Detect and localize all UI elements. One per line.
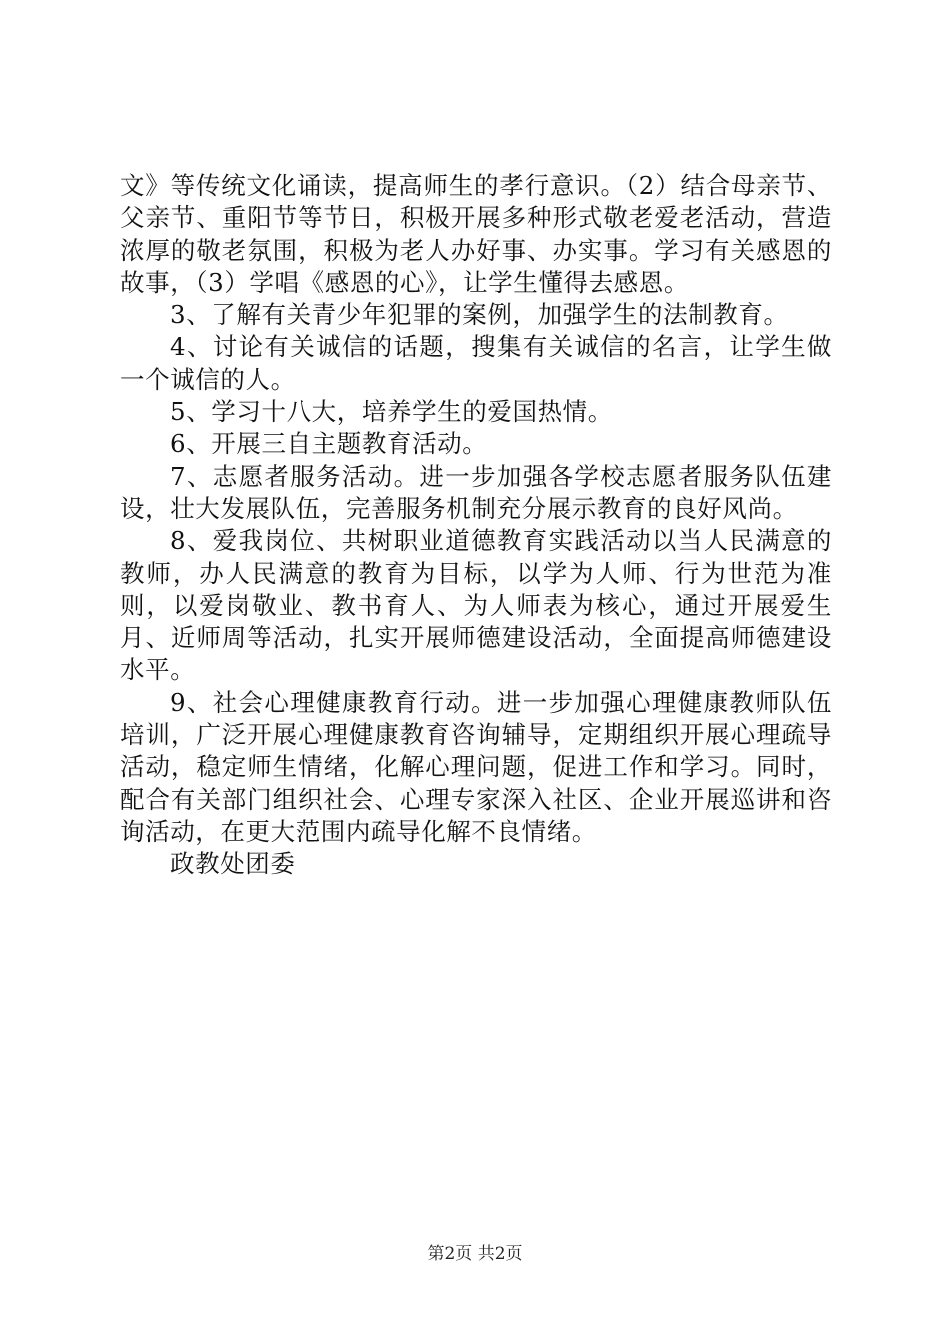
- page-footer: [0, 1243, 950, 1265]
- paragraph-continuation: 文》等传统文化诵读，提高师生的孝行意识。（2）结合母亲节、父亲节、重阳节等节日，积极开展多种形式敬老爱老活动，营造浓厚的敬老氛围，积极为老人办好事、办实事。学习有关感恩的故事，（3）学唱《感恩的心》，让学生懂得去感恩。: [120, 171, 832, 297]
- paragraph-item-7: 7、志愿者服务活动。进一步加强各学校志愿者服务队伍建设，壮大发展队伍，完善服务机制充分展示教育的良好风尚。: [120, 461, 832, 523]
- paragraph-item-9: 9、社会心理健康教育行动。进一步加强心理健康教师队伍培训，广泛开展心理健康教育咨询辅导，定期组织开展心理疏导活动，稳定师生情绪，化解心理问题，促进工作和学习。同时，配合有关部门组织社会、心理专家深入社区、企业开展巡讲和咨询活动，在更大范围内疏导化解不良情绪。: [120, 687, 832, 846]
- page-number: 第2页 共2页: [427, 1244, 523, 1264]
- paragraph-item-6: 6、开展三自主题教育活动。: [170, 429, 488, 459]
- signature-line: 政教处团委: [170, 849, 296, 879]
- paragraph-item-8: 8、爱我岗位、共树职业道德教育实践活动以当人民满意的教师，办人民满意的教育为目标，以学为人师、行为世范为准则，以爱岗敬业、教书育人、为人师表为核心，通过开展爱生月、近师周等活动，扎实开展师德建设活动，全面提高师德建设水平。: [120, 526, 832, 685]
- paragraph-item-5: 5、学习十八大，培养学生的爱国热情。: [170, 397, 613, 427]
- document-body: [120, 170, 832, 881]
- paragraph-item-4: 4、讨论有关诚信的话题，搜集有关诚信的名言，让学生做一个诚信的人。: [120, 332, 832, 394]
- paragraph-item-3: 3、了解有关青少年犯罪的案例，加强学生的法制教育。: [170, 300, 789, 330]
